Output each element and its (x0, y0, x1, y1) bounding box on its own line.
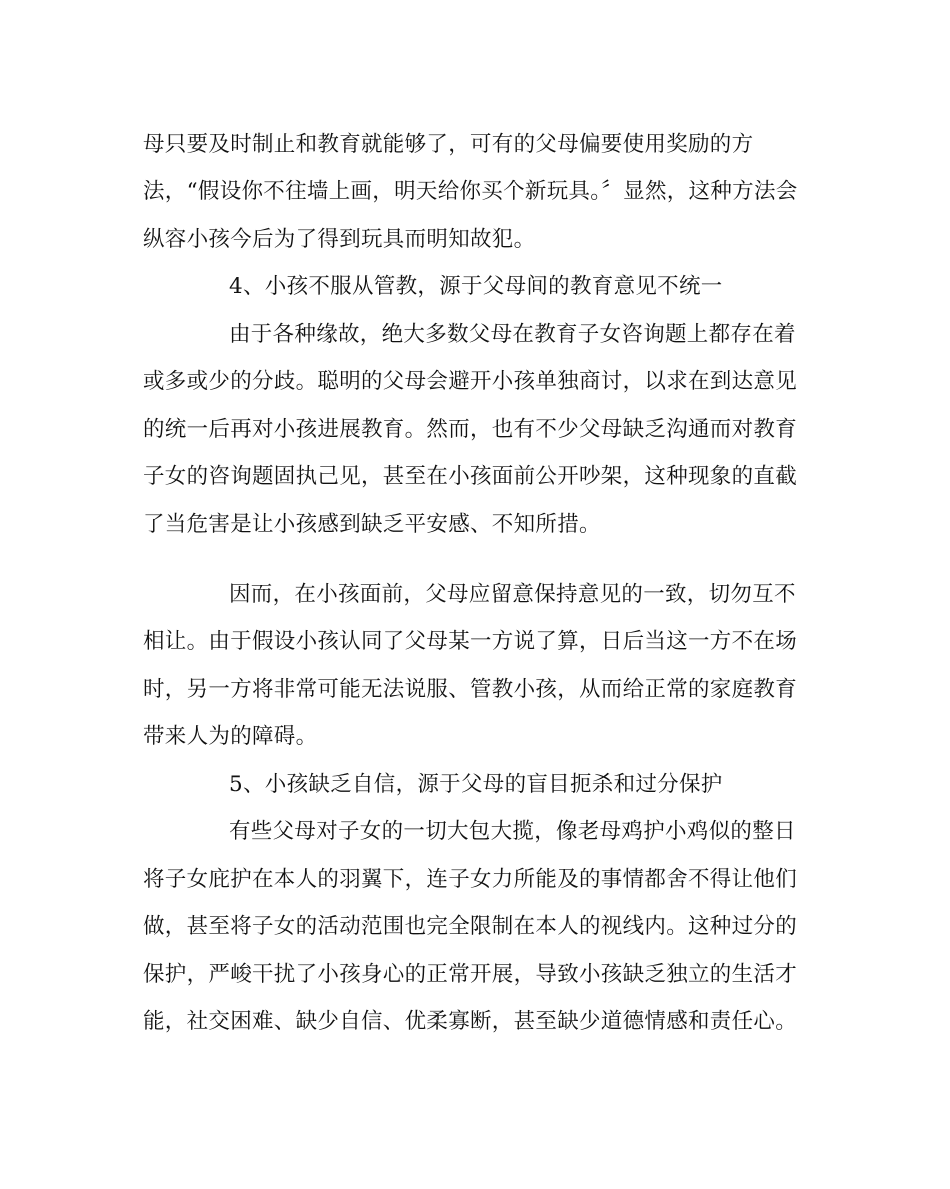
paragraph-line: 母只要及时制止和教育就能够了，可有的父母偏要使用奖励的方 (143, 132, 754, 157)
section-heading: 4、小孩不服从管教，源于父母间的教育意见不统一 (229, 274, 723, 299)
paragraph-line: 将子女庇护在本人的羽翼下，连子女力所能及的事情都舍不得让他们 (143, 867, 798, 892)
paragraph-line: 纵容小孩今后为了得到玩具而明知故犯。 (143, 227, 536, 252)
paragraph-line: 带来人为的障碍。 (143, 724, 318, 749)
paragraph-line: 的统一后再对小孩进展教育。然而，也有不少父母缺乏沟通而对教育 (143, 417, 798, 442)
paragraph-line: 有些父母对子女的一切大包大揽，像老母鸡护小鸡似的整日 (229, 819, 796, 844)
paragraph-line: 因而，在小孩面前，父母应留意保持意见的一致，切勿互不 (229, 582, 796, 607)
paragraph-line: 保护，严峻干扰了小孩身心的正常开展，导致小孩缺乏独立的生活才 (143, 962, 798, 987)
paragraph-line: 时，另一方将非常可能无法说服、管教小孩，从而给正常的家庭教育 (143, 677, 798, 702)
paragraph-line: 了当危害是让小孩感到缺乏平安感、不知所措。 (143, 512, 601, 537)
paragraph-line: 子女的咨询题固执己见，甚至在小孩面前公开吵架，这种现象的直截 (143, 464, 798, 489)
paragraph-line: 能，社交困难、缺少自信、优柔寡断，甚至缺少道德情感和责任心。 (143, 1009, 798, 1034)
paragraph-line: 由于各种缘故，绝大多数父母在教育子女咨询题上都存在着 (229, 322, 796, 347)
section-heading: 5、小孩缺乏自信，源于父母的盲目扼杀和过分保护 (229, 772, 723, 797)
paragraph-line: 做，甚至将子女的活动范围也完全限制在本人的视线内。这种过分的 (143, 914, 798, 939)
paragraph-line: 相让。由于假设小孩认同了父母某一方说了算，日后当这一方不在场 (143, 629, 798, 654)
paragraph-line: 或多或少的分歧。聪明的父母会避开小孩单独商讨，以求在到达意见 (143, 369, 798, 394)
paragraph-line: 法，“假设你不往墙上画，明天给你买个新玩具。〞显然，这种方法会 (143, 179, 798, 204)
